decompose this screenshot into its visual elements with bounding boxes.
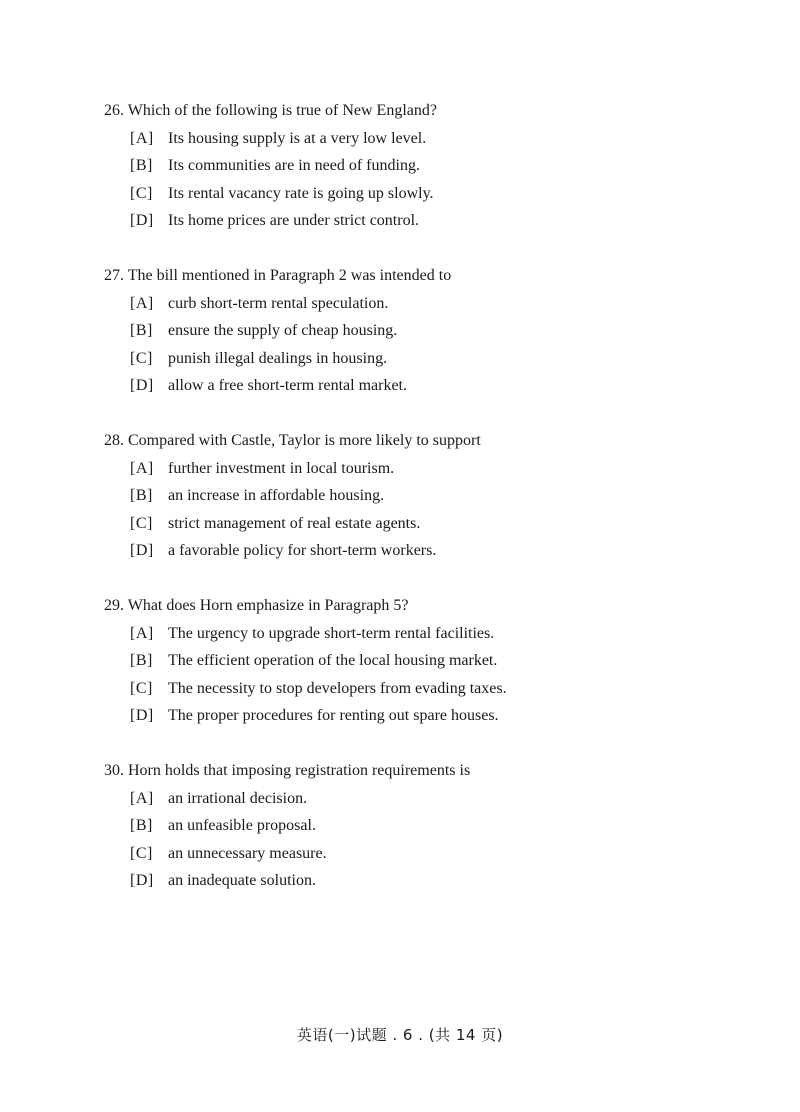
question-30	[104, 757, 744, 895]
option-label: [A]	[130, 459, 154, 477]
option-d	[104, 867, 744, 895]
option-text: strict management of real estate agents.	[168, 514, 421, 532]
option-text: Its housing supply is at a very low level.	[168, 129, 427, 147]
option-label: [D]	[130, 377, 154, 394]
option-a	[104, 620, 744, 648]
option-label: [A]	[130, 789, 154, 807]
page-footer: 英语(一)试题 . 6 . (共 14 页)	[296, 1026, 504, 1044]
option-text: Its communities are in need of funding.	[168, 157, 420, 174]
option-label: [A]	[130, 624, 154, 642]
option-a	[104, 125, 744, 153]
option-label: [A]	[130, 294, 154, 312]
option-text: curb short-term rental speculation.	[168, 294, 389, 312]
option-b	[104, 152, 744, 180]
option-label: [B]	[130, 157, 153, 174]
option-label: [B]	[130, 487, 153, 504]
option-b	[104, 317, 744, 345]
option-label: [A]	[130, 129, 154, 147]
option-c	[104, 840, 744, 868]
option-b	[104, 647, 744, 675]
option-text: punish illegal dealings in housing.	[168, 349, 388, 367]
option-label: [C]	[130, 184, 153, 202]
question-28	[104, 427, 744, 565]
option-text: The proper procedures for renting out spare houses.	[168, 707, 499, 724]
option-b	[104, 482, 744, 510]
option-label: [D]	[130, 707, 154, 724]
option-a	[104, 785, 744, 813]
option-label: [C]	[130, 349, 153, 367]
option-text: The efficient operation of the local housing market.	[168, 652, 498, 669]
option-b	[104, 812, 744, 840]
option-c	[104, 345, 744, 373]
option-label: [B]	[130, 817, 153, 834]
option-d	[104, 207, 744, 235]
option-c	[104, 675, 744, 703]
option-a	[104, 290, 744, 318]
option-c	[104, 510, 744, 538]
option-text: an unfeasible proposal.	[168, 817, 316, 834]
option-text: an inadequate solution.	[168, 872, 316, 889]
question-stem: 30. Horn holds that imposing registration requirements is	[104, 762, 471, 779]
option-label: [C]	[130, 679, 153, 697]
question-stem: 26. Which of the following is true of New England?	[104, 102, 437, 119]
option-label: [D]	[130, 542, 154, 559]
option-text: Its rental vacancy rate is going up slowly.	[168, 184, 434, 202]
question-26	[104, 97, 744, 235]
option-text: ensure the supply of cheap housing.	[168, 322, 398, 339]
option-text: The urgency to upgrade short-term rental facilities.	[168, 624, 495, 642]
option-text: The necessity to stop developers from evading taxes.	[168, 679, 507, 697]
option-label: [D]	[130, 212, 154, 229]
option-d	[104, 372, 744, 400]
option-d	[104, 537, 744, 565]
option-label: [C]	[130, 844, 153, 862]
option-label: [B]	[130, 652, 153, 669]
option-label: [C]	[130, 514, 153, 532]
option-text: Its home prices are under strict control.	[168, 212, 420, 229]
option-d	[104, 702, 744, 730]
option-text: an increase in affordable housing.	[168, 487, 385, 504]
option-label: [B]	[130, 322, 153, 339]
option-text: further investment in local tourism.	[168, 459, 395, 477]
option-text: an unnecessary measure.	[168, 844, 327, 862]
option-text: a favorable policy for short-term workers.	[168, 542, 437, 559]
option-c	[104, 180, 744, 208]
question-stem: 28. Compared with Castle, Taylor is more likely to support	[104, 432, 481, 449]
question-stem: 27. The bill mentioned in Paragraph 2 was intended to	[104, 267, 452, 284]
option-label: [D]	[130, 872, 154, 889]
question-29	[104, 592, 744, 730]
option-text: allow a free short-term rental market.	[168, 377, 407, 394]
option-a	[104, 455, 744, 483]
option-text: an irrational decision.	[168, 789, 308, 807]
question-stem: 29. What does Horn emphasize in Paragraph 5?	[104, 597, 409, 614]
question-27	[104, 262, 744, 400]
